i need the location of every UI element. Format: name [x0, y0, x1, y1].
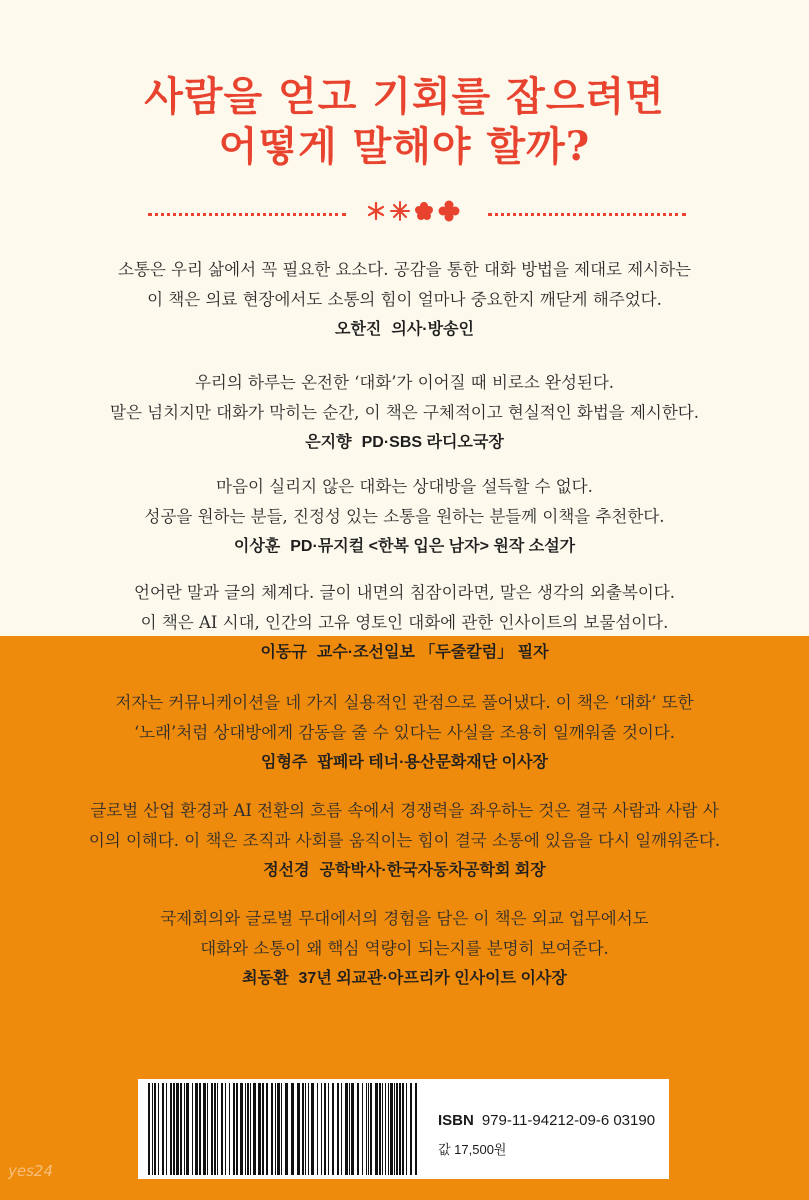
flower-ornament-icon — [364, 198, 464, 224]
endorsement-attribution — [40, 748, 769, 778]
endorser-title: 의사·방송인 — [391, 321, 474, 338]
barcode-bar — [214, 1083, 216, 1175]
endorser-name: 오한진 — [335, 321, 382, 338]
barcode-bar — [370, 1083, 372, 1175]
endorsement-text: 우리의 하루는 온전한 ‘대화’가 이어질 때 비로소 완성된다. — [194, 373, 615, 392]
barcode-bar — [240, 1083, 243, 1175]
headline-line-2: 어떻게 말해야 할까? — [218, 123, 591, 170]
barcode-bar — [281, 1083, 282, 1175]
barcode-bar — [162, 1083, 164, 1175]
endorsement — [40, 368, 769, 458]
barcode-bar — [170, 1083, 172, 1175]
barcode-bar — [217, 1083, 218, 1175]
endorser-name: 정선경 — [263, 862, 310, 879]
barcode-bar — [328, 1083, 329, 1175]
barcode-bar — [305, 1083, 306, 1175]
barcode-bar — [337, 1083, 339, 1175]
dotted-divider-left — [148, 213, 346, 216]
barcode-bar — [186, 1083, 189, 1175]
barcode-bar — [382, 1083, 383, 1175]
headline-line-1: 사람을 얻고 기회를 잡으려면 — [144, 73, 665, 120]
endorsement-text: 성공을 원하는 분들, 진정성 있는 소통을 원하는 분들께 이책을 추천한다. — [144, 507, 665, 526]
barcode-bar — [275, 1083, 276, 1175]
barcode-bar — [291, 1083, 294, 1175]
barcode-bar — [184, 1083, 185, 1175]
barcode-bar — [394, 1083, 395, 1175]
barcode-bar — [271, 1083, 273, 1175]
barcode-bar — [390, 1083, 393, 1175]
barcode-bar — [285, 1083, 288, 1175]
barcode-bar — [253, 1083, 256, 1175]
barcode-bar — [311, 1083, 314, 1175]
watermark: yes24 — [8, 1162, 54, 1180]
endorsement-text: 이 책은 AI 시대, 인간의 고유 영토인 대화에 관한 인사이트의 보물섬이다. — [140, 613, 669, 632]
barcode-bar — [379, 1083, 381, 1175]
barcode-bar — [277, 1083, 280, 1175]
barcode-bar — [229, 1083, 230, 1175]
endorsement-text: 언어란 말과 글의 체계다. 글이 내면의 침잠이라면, 말은 생각의 외출복이다. — [133, 583, 676, 602]
barcode-bar — [233, 1083, 235, 1175]
endorsement — [40, 255, 769, 345]
endorsement-attribution — [40, 856, 769, 886]
barcode-bar — [173, 1083, 175, 1175]
endorsement-text: 이 책은 의료 현장에서도 소통의 힘이 얼마나 중요한지 깨닫게 해주었다. — [147, 290, 662, 309]
endorser-title: PD·SBS 라디오국장 — [361, 434, 504, 451]
isbn-label — [438, 1112, 655, 1129]
barcode-bar — [297, 1083, 300, 1175]
barcode-bar — [317, 1083, 318, 1175]
endorsement-text: 소통은 우리 삶에서 꼭 필요한 요소다. 공감을 통한 대화 방법을 제대로 제시하는 — [118, 260, 691, 279]
barcode-bar — [368, 1083, 369, 1175]
barcode-bar — [396, 1083, 398, 1175]
barcode-bar — [402, 1083, 404, 1175]
barcode-icon — [146, 1083, 424, 1175]
endorsement — [40, 472, 769, 562]
endorsement-text: 말은 넘치지만 대화가 막히는 순간, 이 책은 구체적이고 현실적인 화법을 제시한다. — [110, 403, 699, 422]
barcode-bar — [351, 1083, 354, 1175]
barcode-bar — [332, 1083, 334, 1175]
endorser-name: 이동규 — [260, 644, 307, 661]
barcode-bar — [211, 1083, 213, 1175]
barcode-bar — [148, 1083, 150, 1175]
barcode-bar — [266, 1083, 268, 1175]
endorser-name: 이상훈 — [233, 538, 281, 555]
endorser-title: 37년 외교관·아프리카 인사이트 이사장 — [298, 970, 567, 987]
barcode-bar — [176, 1083, 179, 1175]
endorser-name: 임형주 — [261, 754, 308, 771]
endorsement-attribution — [40, 964, 769, 994]
endorsement — [40, 796, 769, 886]
barcode-bar — [308, 1083, 309, 1175]
barcode-bar — [415, 1083, 417, 1175]
endorsement-text: 글로벌 산업 환경과 AI 전환의 흐름 속에서 경쟁력을 좌우하는 것은 결국 사람과 사람 사 — [90, 801, 719, 820]
barcode-bar — [245, 1083, 246, 1175]
barcode-bar — [410, 1083, 412, 1175]
barcode-bar — [152, 1083, 153, 1175]
endorser-title: 팝페라 테너·용산문화재단 이사장 — [317, 754, 548, 771]
endorser-name: 은지향 — [305, 434, 352, 451]
barcode-bar — [362, 1083, 363, 1175]
endorser-name: 최동환 — [242, 970, 289, 987]
endorsement-text: 저자는 커뮤니케이션을 네 가지 실용적인 관점으로 풀어냈다. 이 책은 ‘대화’ 또한 — [115, 693, 694, 712]
endorsement — [40, 688, 769, 778]
isbn-number: 979-11-94212-09-6 03190 — [481, 1112, 656, 1129]
endorsement-attribution — [40, 532, 769, 562]
barcode-bar — [192, 1083, 193, 1175]
endorsement-attribution — [40, 638, 769, 668]
endorser-title: 공학박사·한국자동차공학회 회장 — [319, 862, 546, 879]
barcode-bar — [207, 1083, 208, 1175]
barcode-bar — [406, 1083, 407, 1175]
barcode-bar — [399, 1083, 401, 1175]
price-label: 값 17,500원 — [438, 1142, 507, 1157]
isbn-barcode-panel — [138, 1079, 669, 1179]
endorser-title: 교수·조선일보 「두줄칼럼」 필자 — [316, 644, 549, 661]
barcode-bar — [195, 1083, 198, 1175]
barcode-bar — [375, 1083, 378, 1175]
barcode-bar — [180, 1083, 182, 1175]
barcode-bar — [154, 1083, 156, 1175]
barcode-bar — [199, 1083, 201, 1175]
barcode-bar — [324, 1083, 326, 1175]
barcode-bar — [349, 1083, 350, 1175]
endorsement — [40, 904, 769, 994]
endorsement-attribution — [40, 428, 769, 458]
endorsement-text: 대화와 소통이 왜 핵심 역량이 되는지를 분명히 보여준다. — [200, 939, 609, 958]
barcode-bar — [203, 1083, 206, 1175]
barcode-bar — [345, 1083, 348, 1175]
barcode-bar — [221, 1083, 223, 1175]
barcode-bar — [388, 1083, 389, 1175]
dotted-divider-right — [488, 213, 686, 216]
endorsement-text: 마음이 실리지 않은 대화는 상대방을 설득할 수 없다. — [216, 477, 593, 496]
barcode-bar — [341, 1083, 342, 1175]
isbn-prefix: ISBN — [438, 1112, 474, 1129]
barcode-bar — [247, 1083, 249, 1175]
barcode-bar — [250, 1083, 251, 1175]
endorsement-text: 이의 이해다. 이 책은 조직과 사회를 움직이는 힘이 결국 소통에 있음을 다시 일깨워준다. — [88, 831, 721, 850]
barcode-bar — [385, 1083, 386, 1175]
endorser-title: PD·뮤지컬 <한복 입은 남자> 원작 소설가 — [290, 538, 576, 555]
barcode-bar — [357, 1083, 359, 1175]
barcode-bar — [262, 1083, 264, 1175]
barcode-bar — [166, 1083, 167, 1175]
endorsement-text: ‘노래’처럼 상대방에게 감동을 줄 수 있다는 사실을 조용히 일깨워줄 것이다. — [133, 723, 676, 742]
barcode-bar — [158, 1083, 159, 1175]
barcode-bar — [321, 1083, 322, 1175]
barcode-bar — [225, 1083, 226, 1175]
barcode-bar — [258, 1083, 261, 1175]
endorsement-attribution — [40, 315, 769, 345]
barcode-bar — [366, 1083, 367, 1175]
endorsement — [40, 578, 769, 668]
barcode-bar — [236, 1083, 238, 1175]
barcode-bar — [302, 1083, 304, 1175]
endorsement-text: 국제회의와 글로벌 무대에서의 경험을 담은 이 책은 외교 업무에서도 — [160, 909, 649, 928]
